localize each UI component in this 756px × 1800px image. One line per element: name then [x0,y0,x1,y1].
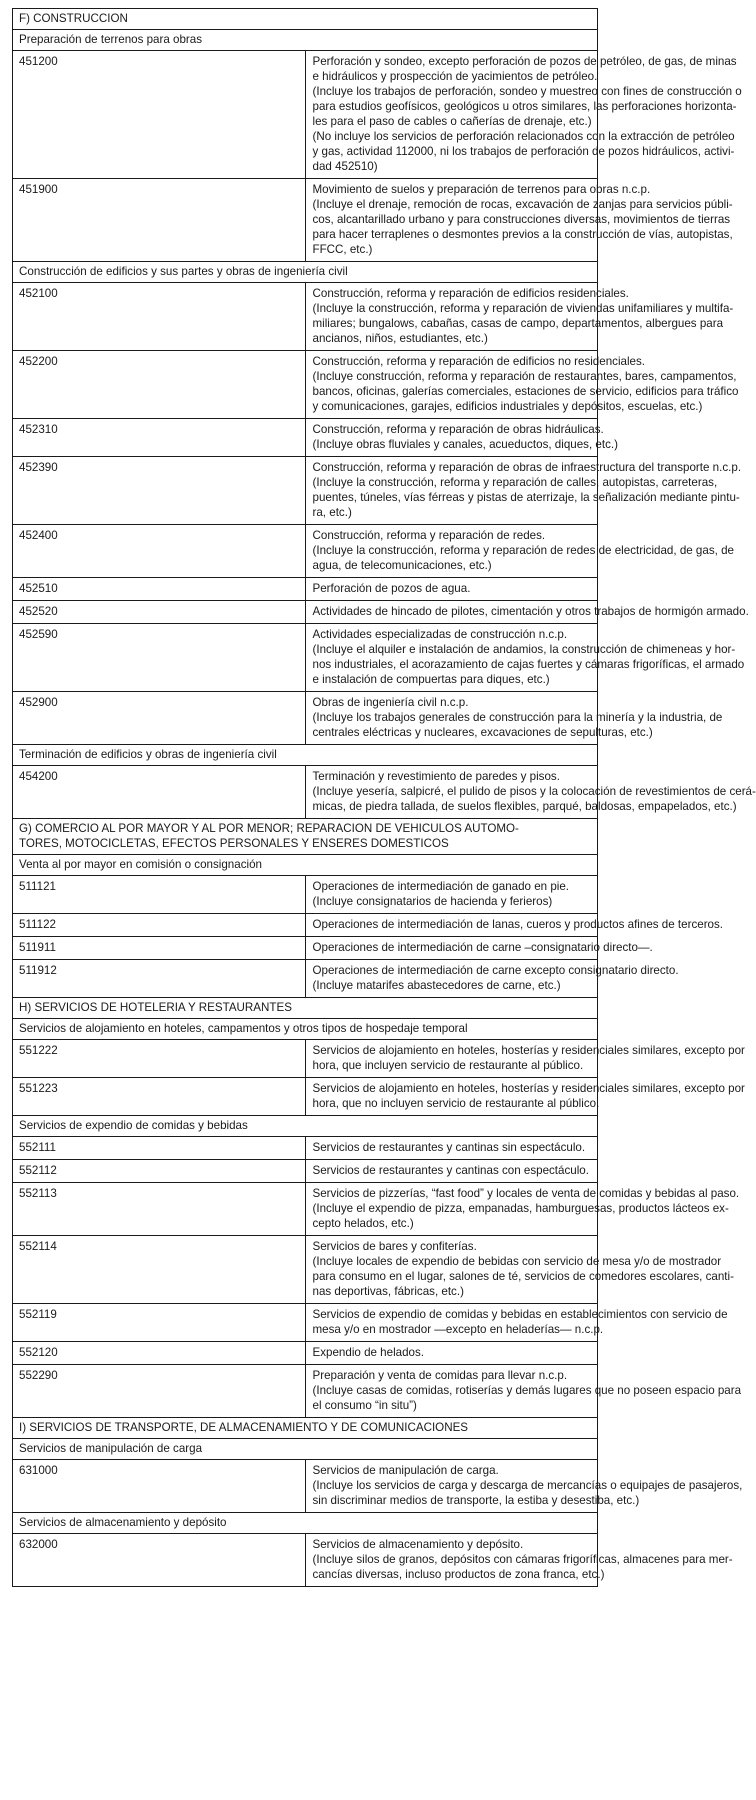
description-line: cancías diversas, incluso productos de zona franca, etc.) [312,1568,605,1581]
heading-line: Terminación de edificios y obras de ingeniería civil [19,748,277,761]
activity-code: 552120 [13,1342,306,1365]
description-line: Servicios de bares y confiterías. [312,1240,477,1253]
activity-description [305,283,734,351]
table-row [13,601,598,624]
table-row [13,1236,598,1304]
table-row [13,876,598,914]
description-line: (Incluye la construcción, reforma y reparación de calles, autopistas, carreteras, [312,476,718,489]
activity-code: 454200 [13,766,306,819]
activity-code: 452520 [13,601,306,624]
heading-line: TORES, MOTOCICLETAS, EFECTOS PERSONALES Y ENSERES DOMESTICOS [19,837,449,850]
table-row [13,1160,598,1183]
description-line: (Incluye locales de expendio de bebidas con servicio de mesa y/o de mostrador [312,1255,722,1268]
description-line: Expendio de helados. [312,1346,425,1359]
activity-description [305,1160,598,1183]
description-line: Construcción, reforma y reparación de edificios residenciales. [312,287,629,300]
description-line: Servicios de restaurantes y cantinas con espectáculo. [312,1164,589,1177]
activity-description [305,914,724,937]
description-line: (Incluye silos de granos, depósitos con cámaras frigoríficas, almacenes para mer- [312,1553,733,1566]
activity-code: 452400 [13,525,306,578]
description-line: Operaciones de intermediación de lanas, cueros y productos afines de terceros. [312,918,724,931]
activity-code: 452310 [13,419,306,457]
activity-description [305,1534,733,1587]
description-line: Construcción, reforma y reparación de redes. [312,529,546,542]
description-line: (Incluye yesería, salpicré, el pulido de pisos y la colocación de revestimientos de cerá- [312,785,756,798]
description-line: Terminación y revestimiento de paredes y pisos. [312,770,560,783]
description-line: hora, que no incluyen servicio de restaurante al público. [312,1097,600,1110]
description-line: (Incluye el expendio de pizza, empanadas, hamburguesas, productos lácteos ex- [312,1202,729,1215]
table-row [13,1183,598,1236]
activity-description [305,51,742,179]
table-row [13,624,598,692]
description-line: les para el paso de cables o cañerías de drenaje, etc.) [312,115,592,128]
section-heading [13,998,598,1019]
activity-code: 552112 [13,1160,306,1183]
activity-description [305,457,742,525]
activity-description [305,351,739,419]
group-heading [13,30,598,51]
description-line: Servicios de manipulación de carga. [312,1464,499,1477]
description-line: Movimiento de suelos y preparación de terrenos para obras n.c.p. [312,183,651,196]
table-row [13,1534,598,1587]
description-line: dad 452510) [312,160,378,173]
activity-description [305,960,679,998]
table-row [13,419,598,457]
table-row [13,179,598,262]
group-heading-row [13,855,598,876]
table-row [13,766,598,819]
description-line: sin discriminar medios de transporte, la estiba y desestiba, etc.) [312,1494,640,1507]
table-row [13,1365,598,1418]
table-row [13,525,598,578]
activity-description [305,578,598,601]
description-line: para estudios geofísicos, geológicos u otros similares, las perforaciones horizonta- [312,100,737,113]
description-line: Operaciones de intermediación de ganado en pie. [312,880,570,893]
activity-code: 552114 [13,1236,306,1304]
description-line: nos industriales, el acorazamiento de cajas fuertes y cámaras frigoríficas, el armado [312,658,745,671]
description-line: Servicios de alojamiento en hoteles, hosterías y residenciales similares, excepto por [312,1044,745,1057]
table-row [13,914,598,937]
activity-code: 631000 [13,1460,306,1513]
description-line: Servicios de pizzerías, “fast food” y locales de venta de comidas y bebidas al paso. [312,1187,740,1200]
description-line: centrales eléctricas y nucleares, excavaciones de sepulturas, etc.) [312,726,653,739]
table-row [13,1078,598,1116]
heading-line: Preparación de terrenos para obras [19,33,203,46]
table-row [13,692,598,745]
activity-description [305,766,756,819]
activity-code-table [12,8,756,1587]
description-line: miliares; bungalows, cabañas, casas de campo, departamentos, albergues para [312,317,724,330]
activity-code: 552111 [13,1137,306,1160]
description-line: ra, etc.) [312,506,352,519]
group-heading [13,1439,598,1460]
section-heading-row [13,1418,598,1439]
heading-line: Construcción de edificios y sus partes y obras de ingeniería civil [19,265,348,278]
activity-code: 552290 [13,1365,306,1418]
table-row [13,1342,598,1365]
activity-code: 551223 [13,1078,306,1116]
description-line: (Incluye casas de comidas, rotiserías y demás lugares que no poseen espacio para [312,1384,742,1397]
section-heading [13,1418,598,1439]
activity-description [305,601,749,624]
activity-code: 552113 [13,1183,306,1236]
activity-description [305,937,653,960]
description-line: (Incluye los trabajos generales de construcción para la minería y la industria, de [312,711,723,724]
description-line: (Incluye consignatarios de hacienda y ferieros) [312,895,553,908]
activity-code: 511121 [13,876,306,914]
heading-line: Servicios de almacenamiento y depósito [19,1516,227,1529]
activity-code: 451900 [13,179,306,262]
description-line: (Incluye la construcción, reforma y reparación de viviendas unifamiliares y multifa- [312,302,734,315]
group-heading [13,1513,598,1534]
group-heading-row [13,1439,598,1460]
activity-code: 552119 [13,1304,306,1342]
description-line: e instalación de compuertas para diques, etc.) [312,673,550,686]
table-row [13,51,598,179]
table-row [13,283,598,351]
description-line: y gas, actividad 112000, ni los trabajos de perforación de pozos hidráulicos, activi- [312,145,735,158]
description-line: Obras de ingeniería civil n.c.p. [312,696,469,709]
activity-description [305,1236,734,1304]
group-heading-row [13,262,598,283]
heading-line: G) COMERCIO AL POR MAYOR Y AL POR MENOR; REPARACION DE VEHICULOS AUTOMO- [19,822,519,835]
group-heading-row [13,30,598,51]
table-row [13,1460,598,1513]
activity-code: 452200 [13,351,306,419]
description-line: (Incluye el drenaje, remoción de rocas, excavación de zanjas para servicios públi- [312,198,733,211]
description-line: el consumo “in situ”) [312,1399,417,1412]
description-line: nas deportivas, fábricas, etc.) [312,1285,464,1298]
description-line: Perforación y sondeo, excepto perforación de pozos de petróleo, de gas, de minas [312,55,737,68]
activity-description [305,1078,745,1116]
activity-code: 451200 [13,51,306,179]
description-line: Construcción, reforma y reparación de edificios no residenciales. [312,355,646,368]
description-line: (Incluye los trabajos de perforación, sondeo y muestreo con fines de construcción o [312,85,742,98]
description-line: agua, de telecomunicaciones, etc.) [312,559,492,572]
description-line: Servicios de almacenamiento y depósito. [312,1538,524,1551]
description-line: para consumo en el lugar, salones de té, servicios de comedores escolares, canti- [312,1270,734,1283]
activity-description [305,1137,598,1160]
table-row [13,1137,598,1160]
activity-description [305,419,618,457]
heading-line: Servicios de expendio de comidas y bebidas [19,1119,248,1132]
description-line: y comunicaciones, garajes, edificios industriales y depósitos, escuelas, etc.) [312,400,703,413]
description-line: Construcción, reforma y reparación de obras hidráulicas. [312,423,604,436]
activity-description [305,1460,743,1513]
section-heading-row [13,819,598,855]
table-row [13,457,598,525]
activity-code: 511912 [13,960,306,998]
group-heading [13,1019,598,1040]
description-line: Servicios de alojamiento en hoteles, hosterías y residenciales similares, excepto por [312,1082,745,1095]
heading-line: H) SERVICIOS DE HOTELERIA Y RESTAURANTES [19,1001,292,1014]
group-heading-row [13,1019,598,1040]
activity-description [305,624,745,692]
heading-line: Servicios de alojamiento en hoteles, campamentos y otros tipos de hospedaje temporal [19,1022,468,1035]
group-heading-row [13,745,598,766]
description-line: hora, que incluyen servicio de restaurante al público. [312,1059,584,1072]
description-line: (Incluye los servicios de carga y descarga de mercancías o equipajes de pasajeros, [312,1479,743,1492]
activity-description [305,1342,598,1365]
group-heading [13,1116,598,1137]
activity-description [305,179,733,262]
section-heading [13,819,598,855]
description-line: cos, alcantarillado urbano y para construcciones diversas, movimientos de tierras [312,213,731,226]
description-line: Operaciones de intermediación de carne excepto consignatario directo. [312,964,679,977]
description-line: Actividades especializadas de construcción n.c.p. [312,628,568,641]
section-heading-row [13,9,598,30]
heading-line: Servicios de manipulación de carga [19,1442,203,1455]
description-line: ancianos, niños, estudiantes, etc.) [312,332,488,345]
activity-description [305,876,598,914]
group-heading-row [13,1116,598,1137]
table-row [13,1040,598,1078]
activity-code: 452590 [13,624,306,692]
activity-description [305,692,723,745]
group-heading [13,745,598,766]
table-row [13,351,598,419]
activity-code: 452510 [13,578,306,601]
group-heading [13,262,598,283]
table-body [13,9,756,1587]
activity-code-table-page [12,8,756,1587]
heading-line: Venta al por mayor en comisión o consignación [19,858,262,871]
description-line: bancos, oficinas, galerías comerciales, estaciones de servicio, edificios para tráfico [312,385,739,398]
activity-code: 511122 [13,914,306,937]
activity-description [305,1365,742,1418]
activity-code: 452100 [13,283,306,351]
table-row [13,960,598,998]
activity-code: 452390 [13,457,306,525]
description-line: Servicios de expendio de comidas y bebidas en establecimientos con servicio de [312,1308,728,1321]
description-line: puentes, túneles, vías férreas y pistas de aterrizaje, la señalización mediante pintu- [312,491,740,504]
activity-description [305,1040,745,1078]
description-line: (Incluye el alquiler e instalación de andamios, la construcción de chimeneas y hor- [312,643,736,656]
activity-code: 632000 [13,1534,306,1587]
table-row [13,1304,598,1342]
table-row [13,578,598,601]
description-line: Servicios de restaurantes y cantinas sin espectáculo. [312,1141,586,1154]
activity-description [305,1304,728,1342]
description-line: para hacer terraplenes o desmontes previos a la construcción de vías, autopistas, [312,228,733,241]
activity-code: 452900 [13,692,306,745]
group-heading-row [13,1513,598,1534]
description-line: mesa y/o en mostrador —excepto en heladerías— n.c.p. [312,1323,604,1336]
heading-line: F) CONSTRUCCION [19,12,128,25]
description-line: cepto helados, etc.) [312,1217,414,1230]
description-line: (No incluye los servicios de perforación relacionados con la extracción de petróleo [312,130,735,143]
description-line: (Incluye matarifes abastecedores de carne, etc.) [312,979,561,992]
description-line: Actividades de hincado de pilotes, cimentación y otros trabajos de hormigón armado. [312,605,749,618]
description-line: micas, de piedra tallada, de suelos flexibles, parqué, baldosas, empapelados, etc.) [312,800,737,813]
description-line: Construcción, reforma y reparación de obras de infraestructura del transporte n.c.p. [312,461,742,474]
table-row [13,937,598,960]
description-line: Operaciones de intermediación de carne –consignatario directo—. [312,941,653,954]
description-line: FFCC, etc.) [312,243,373,256]
activity-description [305,525,734,578]
description-line: e hidráulicos y prospección de yacimientos de petróleo. [312,70,598,83]
group-heading [13,855,598,876]
activity-code: 551222 [13,1040,306,1078]
description-line: Perforación de pozos de agua. [312,582,471,595]
description-line: (Incluye construcción, reforma y reparación de restaurantes, bares, campamentos, [312,370,737,383]
section-heading-row [13,998,598,1019]
description-line: (Incluye obras fluviales y canales, acueductos, diques, etc.) [312,438,618,451]
section-heading [13,9,598,30]
description-line: (Incluye la construcción, reforma y reparación de redes de electricidad, de gas, de [312,544,734,557]
activity-description [305,1183,740,1236]
description-line: Preparación y venta de comidas para llevar n.c.p. [312,1369,568,1382]
activity-code: 511911 [13,937,306,960]
heading-line: I) SERVICIOS DE TRANSPORTE, DE ALMACENAMIENTO Y DE COMUNICACIONES [19,1421,469,1434]
